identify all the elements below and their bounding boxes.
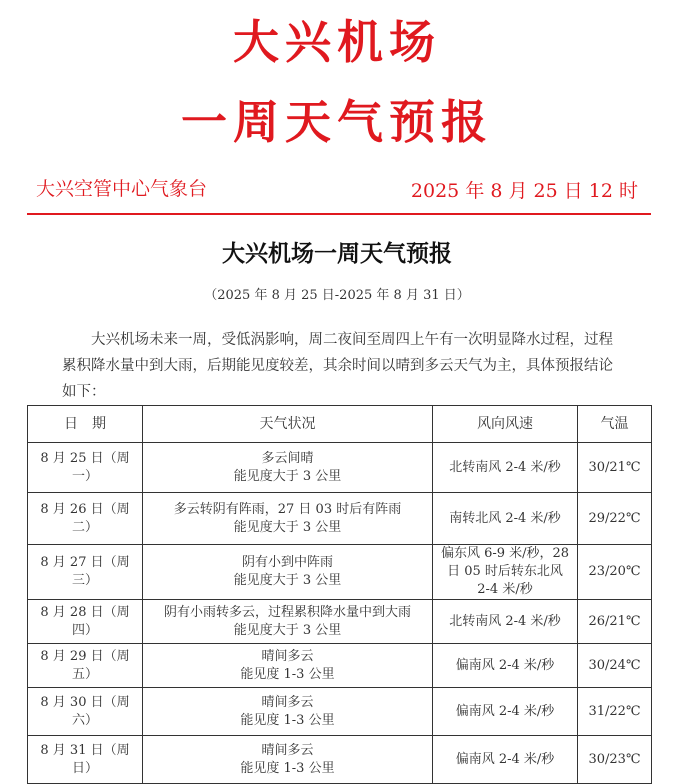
- table-header-row: [28, 406, 652, 443]
- temperature-cell: 30/21℃: [578, 443, 652, 493]
- forecast-table-body: [28, 443, 652, 784]
- temperature-cell: 30/23℃: [578, 736, 652, 784]
- wind-cell-line: 南转北风 2-4 米/秒: [449, 510, 561, 526]
- forecast-summary: 大兴机场未来一周，受低涡影响，周二夜间至周四上午有一次明显降水过程，过程累积降水量中到大雨，后期能见度较差，其余时间以晴到多云天气为主，具体预报结论如下：: [62, 332, 613, 400]
- table-row: [28, 545, 652, 600]
- temperature-cell: 31/22℃: [578, 688, 652, 736]
- date-cell: 8 月 26 日（周二）: [28, 493, 143, 545]
- weather-cell-line: 晴间多云: [261, 742, 314, 758]
- weather-cell-line: 能见度大于 3 公里: [233, 622, 342, 638]
- temperature-cell: 26/21℃: [578, 600, 652, 644]
- temperature-cell: 23/20℃: [578, 545, 652, 600]
- wind-cell: [433, 600, 578, 644]
- wind-cell-line: 2-4 米/秒: [477, 582, 533, 597]
- weather-cell-line: 能见度大于 3 公里: [233, 573, 342, 588]
- weather-cell: [143, 688, 433, 736]
- weather-cell-line: 多云转阴有阵雨，27 日 03 时后有阵雨: [173, 501, 402, 517]
- weather-cell-line: 能见度 1-3 公里: [240, 712, 335, 728]
- weather-cell-line: 阴有小雨转多云，过程累积降水量中到大雨: [163, 604, 411, 620]
- weather-cell: [143, 736, 433, 784]
- header-wind: 风向风速: [433, 406, 578, 443]
- forecast-period: （2025 年 8 月 25 日-2025 年 8 月 31 日）: [204, 288, 470, 303]
- wind-cell-line: 日 05 时后转东北风: [447, 564, 563, 579]
- wind-cell: [433, 688, 578, 736]
- table-row: [28, 688, 652, 736]
- date-cell: 8 月 27 日（周三）: [28, 545, 143, 600]
- date-cell: 8 月 28 日（周四）: [28, 600, 143, 644]
- wind-cell: [433, 545, 578, 600]
- wind-cell-line: 偏南风 2-4 米/秒: [455, 703, 555, 719]
- temperature-cell: 29/22℃: [578, 493, 652, 545]
- weather-cell-line: 多云间晴: [261, 450, 314, 466]
- date-cell: 8 月 25 日（周一）: [28, 443, 143, 493]
- banner-title-line2: 一周天气预报: [181, 95, 493, 149]
- forecast-table: [27, 405, 652, 784]
- weather-cell: [143, 443, 433, 493]
- weather-cell-line: 能见度大于 3 公里: [233, 468, 342, 484]
- weather-cell-line: 能见度大于 3 公里: [233, 519, 342, 535]
- wind-cell-line: 北转南风 2-4 米/秒: [449, 459, 561, 475]
- header-date: 日 期: [28, 406, 143, 443]
- red-divider: [27, 213, 651, 215]
- wind-cell: [433, 644, 578, 688]
- table-row: [28, 493, 652, 545]
- wind-cell-line: 偏南风 2-4 米/秒: [455, 657, 555, 673]
- wind-cell-line: 北转南风 2-4 米/秒: [449, 613, 561, 629]
- issuer-name: 大兴空管中心气象台: [36, 178, 208, 200]
- weather-cell-line: 阴有小到中阵雨: [241, 555, 333, 570]
- weather-cell: [143, 600, 433, 644]
- weather-cell: [143, 545, 433, 600]
- wind-cell: [433, 493, 578, 545]
- header-temperature: 气温: [578, 406, 652, 443]
- date-cell: 8 月 31 日（周日）: [28, 736, 143, 784]
- header-weather: 天气状况: [143, 406, 433, 443]
- weather-cell: [143, 644, 433, 688]
- table-row: [28, 443, 652, 493]
- wind-cell: [433, 736, 578, 784]
- banner-title-line1: 大兴机场: [233, 15, 441, 69]
- document-title: 大兴机场一周天气预报: [222, 241, 452, 267]
- weather-cell-line: 能见度 1-3 公里: [240, 666, 335, 682]
- weather-cell-line: 晴间多云: [261, 648, 314, 664]
- wind-cell-line: 偏东风 6-9 米/秒，28: [440, 546, 570, 561]
- weather-cell-line: 能见度 1-3 公里: [240, 760, 335, 776]
- weather-cell: [143, 493, 433, 545]
- wind-cell-line: 偏南风 2-4 米/秒: [455, 751, 555, 767]
- weather-cell-line: 晴间多云: [261, 694, 314, 710]
- date-cell: 8 月 29 日（周五）: [28, 644, 143, 688]
- table-row: [28, 736, 652, 784]
- table-row: [28, 644, 652, 688]
- wind-cell: [433, 443, 578, 493]
- table-row: [28, 600, 652, 644]
- issue-datetime: 2025 年 8 月 25 日 12 时: [410, 180, 638, 202]
- temperature-cell: 30/24℃: [578, 644, 652, 688]
- date-cell: 8 月 30 日（周六）: [28, 688, 143, 736]
